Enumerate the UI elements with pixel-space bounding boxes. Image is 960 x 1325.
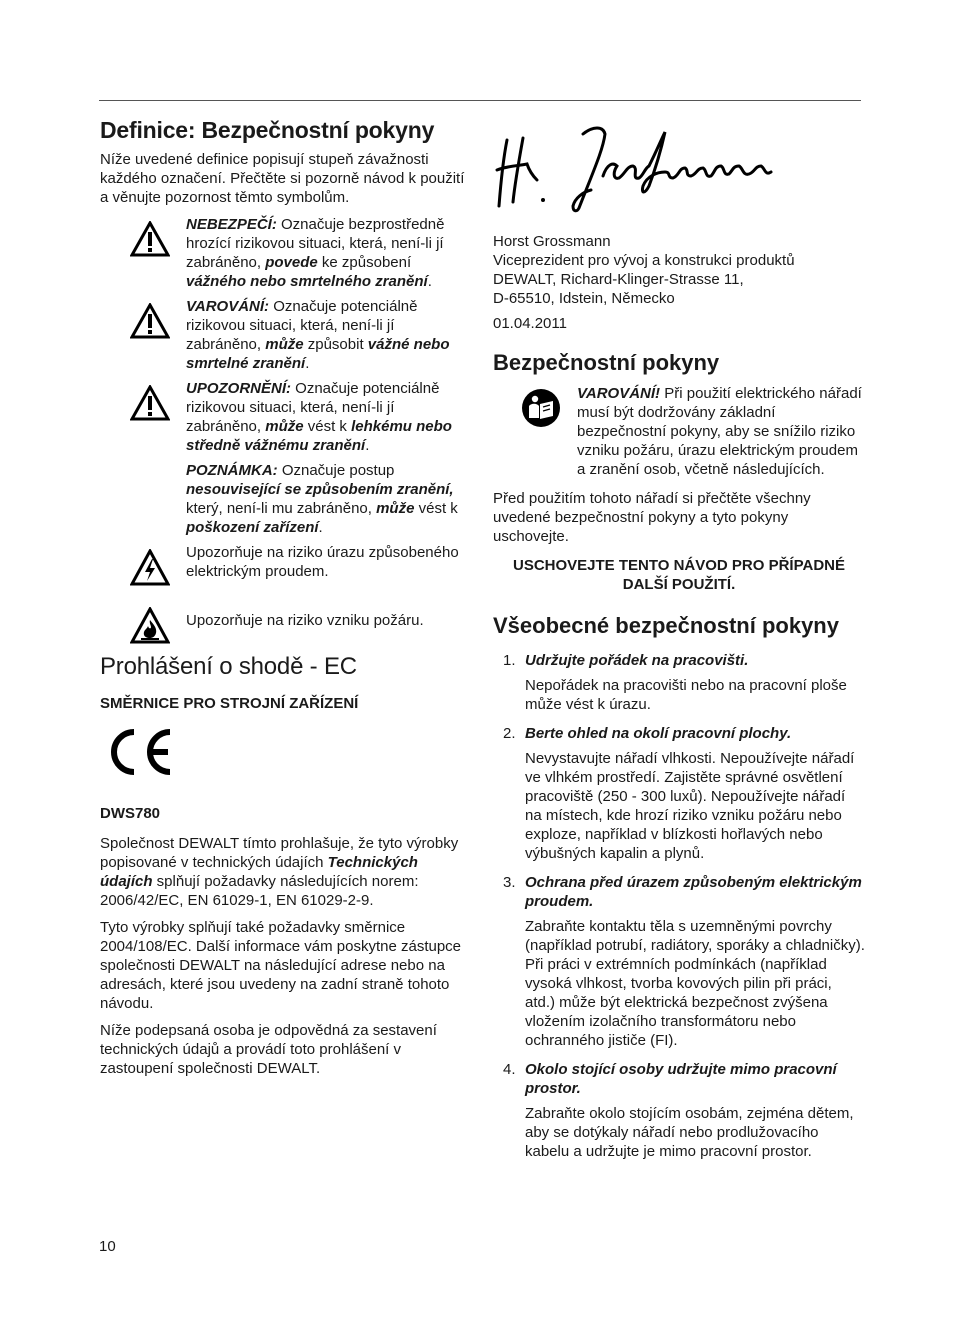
electric-definition (100, 543, 472, 587)
warning-triangle-icon (100, 215, 186, 257)
notice-definition: POZNÁMKA: Označuje postup nesouvisející se způsobením zranění, který, není-li mu zabráněno, může vést k poškození zařízení. (186, 462, 458, 536)
list-item-heading (493, 651, 865, 670)
warning-triangle-icon (100, 379, 186, 421)
page-number: 10 (99, 1238, 116, 1255)
ce-mark-icon (102, 726, 472, 783)
signer-city: D-65510, Idstein, Německo (493, 290, 675, 307)
warning-definition: VAROVÁNÍ: Označuje potenciálně rizikovou situaci, která, není-li jí zabráněno, může způsobit vážné nebo smrtelné zranění. (100, 297, 472, 373)
electric-text: Upozorňuje na riziko úrazu způsobeného elektrickým proudem. (186, 544, 459, 580)
fire-icon (100, 601, 186, 645)
list-item-number: 2. (503, 725, 516, 742)
list-item (493, 1060, 865, 1161)
declaration-title: Prohlášení o shodě - EC (100, 653, 357, 680)
caution-term: UPOZORNĚNÍ: (186, 380, 291, 397)
definitions-title: Definice: Bezpečnostní pokyny (100, 117, 435, 143)
definitions-intro: Níže uvedené definice popisují stupeň závažnosti každého označení. Přečtěte si pozorně návod k použití a věnujte pozornost těmto symbolům. (100, 151, 465, 206)
signer-role: Viceprezident pro vývoj a konstrukci produktů (493, 252, 795, 269)
list-item-number: 3. (503, 874, 516, 891)
list-item-title: Okolo stojící osoby udržujte mimo pracovní prostor. (525, 1061, 837, 1097)
list-item-number: 1. (503, 652, 516, 669)
list-item (493, 724, 865, 863)
list-item-number: 4. (503, 1061, 516, 1078)
list-item-body: Nepořádek na pracovišti nebo na pracovní ploše může vést k úrazu. (525, 677, 847, 713)
danger-definition: NEBEZPEČÍ: Označuje bezprostředně hrozící rizikovou situaci, která, není-li jí zabráněno, povede ke způsobení vážného nebo smrtelného zranění. (100, 215, 472, 291)
declaration-paragraph-3: Níže podepsaná osoba je odpovědná za sestavení technických údajů a provádí toto prohlášení v zastoupení společnosti DEWALT. (100, 1022, 437, 1077)
declaration-paragraph-1: Společnost DEWALT tímto prohlašuje, že tyto výrobky popisované v technických údajích Technických údajích splňují požadavky následujících norem: 2006/42/EC, EN 61029-1, EN 61029-2-9. (100, 835, 459, 909)
safety-warning-term: VAROVÁNÍ! (577, 385, 661, 402)
general-title: Všeobecné bezpečnostní pokyny (493, 613, 839, 638)
warning-triangle-icon (100, 297, 186, 339)
notice-term: POZNÁMKA: (186, 462, 278, 479)
signature-image (493, 120, 793, 220)
danger-term: NEBEZPEČÍ: (186, 216, 277, 233)
right-column (493, 110, 865, 1171)
warning-term: VAROVÁNÍ: (186, 298, 270, 315)
list-item-heading (493, 1060, 865, 1098)
signer-name: Horst Grossmann (493, 233, 611, 250)
keep-manual-notice: USCHOVEJTE TENTO NÁVOD PRO PŘÍPADNÉ DALŠÍ POUŽITÍ. (513, 557, 845, 593)
model-number: DWS780 (100, 805, 161, 822)
list-item-title: Berte ohled na okolí pracovní plochy. (525, 725, 792, 742)
list-item-body: Nevystavujte nářadí vlhkosti. Nepoužívejte nářadí ve vlhkém prostředí. Zajistěte správné osvětlení pracoviště (250 - 300 luxů). Nepoužívejte nářadí na místech, kde hrozí riziko vzniku požáru nebo exploze, například v blízkosti hořlavých nebo výbušných kapalin a plynů. (525, 750, 855, 862)
list-item-title: Ochrana před úrazem způsobeným elektrickým proudem. (525, 874, 862, 910)
list-item-title: Udržujte pořádek na pracovišti. (525, 652, 749, 669)
electric-shock-icon (100, 543, 186, 587)
signer-date: 01.04.2011 (493, 315, 567, 332)
directive-heading: SMĚRNICE PRO STROJNÍ ZAŘÍZENÍ (100, 695, 359, 712)
list-item-heading (493, 724, 865, 743)
list-item (493, 873, 865, 1050)
left-column (100, 110, 472, 1086)
list-item-body: Zabraňte okolo stojícím osobám, zejména dětem, aby se dotýkaly nářadí nebo prodlužovacího kabelu a udržujte je mimo pracovní prostor. (525, 1105, 854, 1160)
declaration-paragraph-2: Tyto výrobky splňují také požadavky směrnice 2004/108/EC. Další informace vám poskytne zástupce společnosti DEWALT na následující adrese nebo na adresách, které jsou uvedeny na zadní straně tohoto návodu. (100, 919, 462, 1012)
signer-company: DEWALT, Richard-Klinger-Strasse 11, (493, 271, 744, 288)
list-item (493, 651, 865, 714)
safety-items-list (493, 651, 865, 1161)
fire-definition (100, 601, 472, 645)
list-item-body: Zabraňte kontaktu těla s uzemněnými povrchy (například potrubí, radiátory, sporáky a chladničky). Při práci v extrémních podmínkách (například vysoká vlhkost, tvorba kovových pilin při práci, atd.) může být elektrická bezpečnost zvýšena vložením izolačního transformátoru nebo ochranného jističe (FI). (525, 918, 865, 1049)
safety-warning: VAROVÁNÍ! Při použití elektrického nářadí musí být dodržovány základní bezpečnostní pokyny, aby se snížilo riziko vzniku požáru, úrazu elektrickým proudem a zranění osob, včetně následujících. (493, 384, 865, 479)
read-manual-icon (493, 384, 577, 433)
fire-text: Upozorňuje na riziko vzniku požáru. (186, 612, 424, 629)
safety-title: Bezpečnostní pokyny (493, 350, 720, 375)
list-item-heading (493, 873, 865, 911)
caution-definition: UPOZORNĚNÍ: Označuje potenciálně rizikovou situaci, která, není-li jí zabráněno, může vést k lehkému nebo středně vážnému zranění. (100, 379, 472, 455)
read-instructions: Před použitím tohoto nářadí si přečtěte všechny uvedené bezpečnostní pokyny a tyto pokyny uschovejte. (493, 490, 811, 545)
top-rule (99, 100, 861, 101)
